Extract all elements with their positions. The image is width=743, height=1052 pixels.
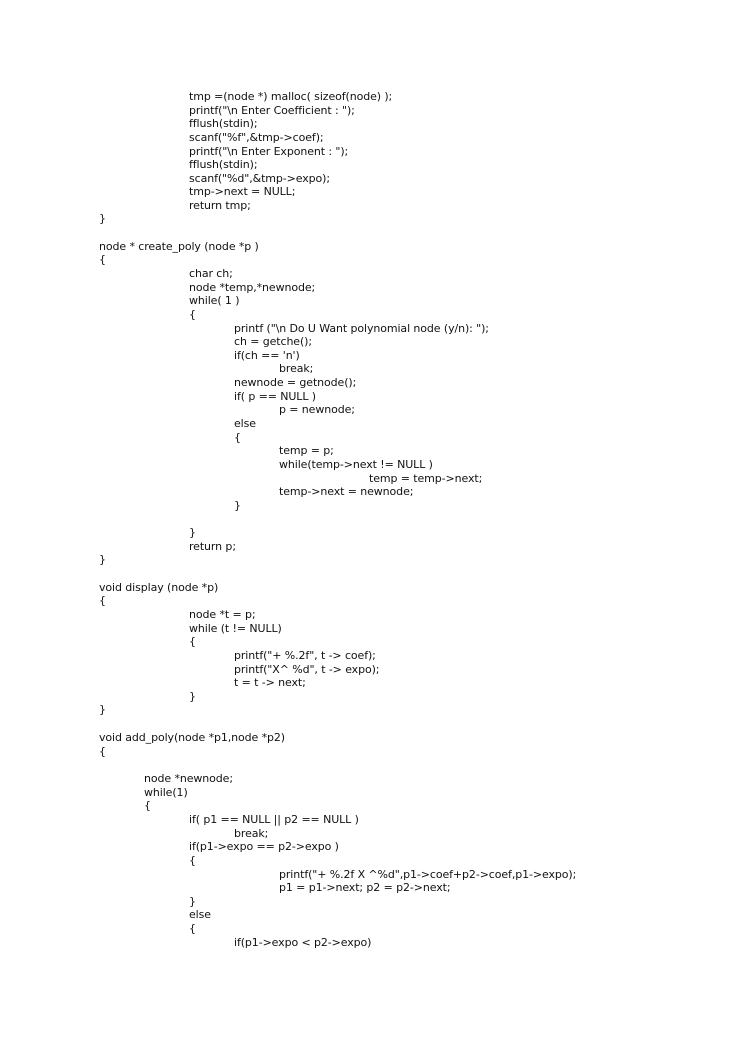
code-line: { bbox=[144, 799, 151, 812]
code-line: } bbox=[99, 703, 106, 716]
code-line: } bbox=[189, 895, 196, 908]
code-line: tmp->next = NULL; bbox=[189, 185, 296, 198]
code-line: else bbox=[234, 417, 256, 430]
code-line: { bbox=[234, 431, 241, 444]
code-line: temp->next = newnode; bbox=[279, 485, 414, 498]
code-line: { bbox=[99, 745, 106, 758]
code-line: node *newnode; bbox=[144, 772, 233, 785]
code-line: scanf("%d",&tmp->expo); bbox=[189, 172, 330, 185]
code-line: if(p1->expo < p2->expo) bbox=[234, 936, 372, 949]
code-line: } bbox=[99, 212, 106, 225]
code-line: p = newnode; bbox=[279, 403, 355, 416]
code-line: { bbox=[189, 922, 196, 935]
code-line: void add_poly(node *p1,node *p2) bbox=[99, 731, 285, 744]
code-line: while(1) bbox=[144, 786, 188, 799]
code-line: printf("\n Enter Coefficient : "); bbox=[189, 104, 355, 117]
code-line: fflush(stdin); bbox=[189, 158, 258, 171]
code-line: } bbox=[189, 690, 196, 703]
code-line: { bbox=[189, 854, 196, 867]
code-line: { bbox=[99, 594, 106, 607]
code-line: temp = temp->next; bbox=[369, 472, 483, 485]
code-line: char ch; bbox=[189, 267, 233, 280]
code-line: break; bbox=[279, 362, 314, 375]
code-line: printf("+ %.2f", t -> coef); bbox=[234, 649, 376, 662]
code-line: printf("+ %.2f X ^%d",p1->coef+p2->coef,p1->expo); bbox=[279, 868, 577, 881]
code-line: { bbox=[99, 253, 106, 266]
code-line: printf("X^ %d", t -> expo); bbox=[234, 663, 380, 676]
code-line: t = t -> next; bbox=[234, 676, 306, 689]
code-line: node * create_poly (node *p ) bbox=[99, 240, 259, 253]
code-line: if(ch == 'n') bbox=[234, 349, 300, 362]
code-line: return tmp; bbox=[189, 199, 251, 212]
code-line: fflush(stdin); bbox=[189, 117, 258, 130]
code-line: return p; bbox=[189, 540, 236, 553]
code-line: tmp =(node *) malloc( sizeof(node) ); bbox=[189, 90, 393, 103]
code-line: } bbox=[234, 499, 241, 512]
code-line: newnode = getnode(); bbox=[234, 376, 357, 389]
code-line: printf("\n Enter Exponent : "); bbox=[189, 145, 349, 158]
code-line: } bbox=[99, 553, 106, 566]
code-line: node *t = p; bbox=[189, 608, 256, 621]
code-line: scanf("%f",&tmp->coef); bbox=[189, 131, 324, 144]
code-line: while (t != NULL) bbox=[189, 622, 282, 635]
code-line: if( p == NULL ) bbox=[234, 390, 316, 403]
code-line: else bbox=[189, 908, 211, 921]
code-line: { bbox=[189, 635, 196, 648]
code-line: if( p1 == NULL || p2 == NULL ) bbox=[189, 813, 359, 826]
code-line: void display (node *p) bbox=[99, 581, 219, 594]
code-line: while(temp->next != NULL ) bbox=[279, 458, 433, 471]
code-line: if(p1->expo == p2->expo ) bbox=[189, 840, 339, 853]
code-line: } bbox=[189, 526, 196, 539]
code-line: temp = p; bbox=[279, 444, 334, 457]
code-line: ch = getche(); bbox=[234, 335, 312, 348]
code-line: break; bbox=[234, 827, 269, 840]
code-line: node *temp,*newnode; bbox=[189, 281, 316, 294]
code-line: printf ("\n Do U Want polynomial node (y/n): "); bbox=[234, 322, 489, 335]
code-line: p1 = p1->next; p2 = p2->next; bbox=[279, 881, 451, 894]
code-line: while( 1 ) bbox=[189, 294, 240, 307]
code-line: { bbox=[189, 308, 196, 321]
